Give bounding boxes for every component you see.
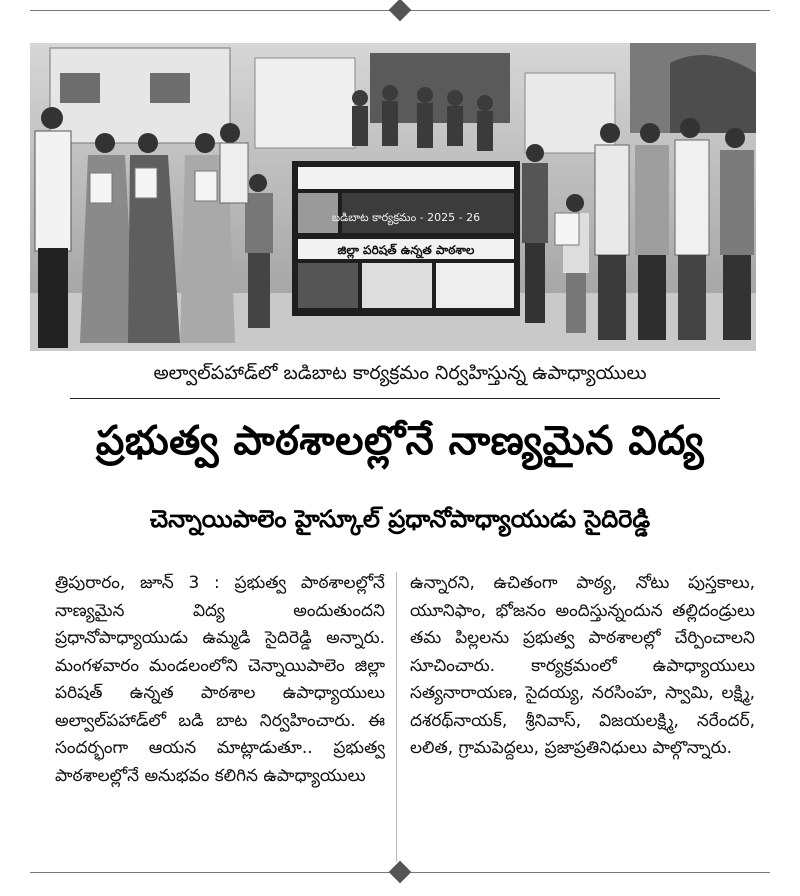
headline: ప్రభుత్వ పాఠశాలల్లోనే నాణ్యమైన విద్య <box>95 418 705 464</box>
column-divider <box>396 572 397 862</box>
caption-rule <box>70 398 720 399</box>
subheadline: చెన్నాయిపాలెం హైస్కూల్ ప్రధానోపాధ్యాయుడు సైదిరెడ్డి <box>149 505 651 533</box>
banner-school-text: జిల్లా పరిషత్ ఉన్నత పాఠశాల <box>337 243 475 257</box>
banner-top-text: బడిబాట కార్యక్రమం - 2025 - 26 <box>331 211 481 224</box>
bottom-diamond-ornament <box>389 861 412 884</box>
article-column-2 <box>410 570 755 763</box>
article-text-col1: త్రిపురారం, జూన్ 3 : ప్రభుత్వ పాఠశాలల్లోనే నాణ్యమైన విద్య అందుతుందని ప్రధానోపాధ్యాయుడు ఉమ్మడి సైదిరెడ్డి అన్నారు. మంగళవారం మండలంలోని చెన్నాయిపాలెం జిల్లా పరిషత్ ఉన్నత పాఠశాల ఉపాధ్యాయులు అల్వాల్‌పహాడ్‌లో బడి బాట నిర్వహించారు. ఈ సందర్భంగా ఆయన మాట్లాడుతూ.. ప్రభుత్వ పాఠశాలల్లోనే అనుభవం కలిగిన ఉపాధ్యాయులు <box>55 573 385 786</box>
banner <box>292 161 520 316</box>
top-diamond-ornament <box>389 0 412 21</box>
news-photo <box>30 43 756 351</box>
article-text-col2: ఉన్నారని, ఉచితంగా పాఠ్య, నోటు పుస్తకాలు, యూనిఫాం, భోజనం అందిస్తున్నందున తల్లిదండ్రులు తమ పిల్లలను ప్రభుత్వ పాఠశాలల్లో చేర్పించాలని సూచించారు. కార్యక్రమంలో ఉపాధ్యాయులు సత్యనారాయణ, సైదయ్య, నరసింహ, స్వామి, లక్ష్మి, దశరథ్‌నాయక్, శ్రీనివాస్, విజయలక్ష్మి, నరేందర్, లలిత, గ్రామపెద్దలు, ప్రజాప్రతినిధులు పాల్గొన్నారు. <box>410 573 755 758</box>
article-column-1 <box>55 570 385 790</box>
photo-caption: అల్వాల్‌పహాడ్‌లో బడిబాట కార్యక్రమం నిర్వహిస్తున్న ఉపాధ్యాయులు <box>153 362 647 384</box>
photo-illustration <box>30 43 756 351</box>
